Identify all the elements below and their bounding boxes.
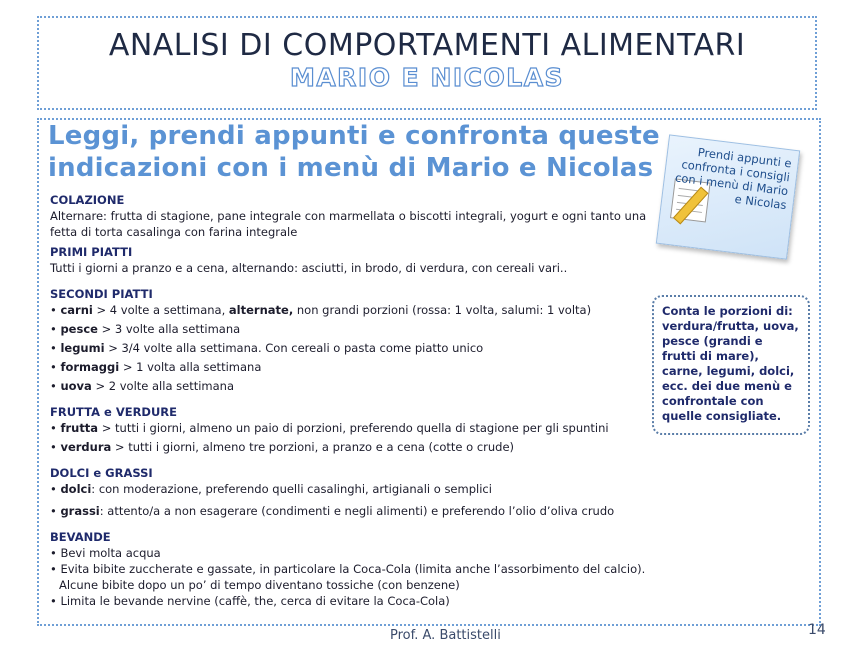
callout-box: Conta le porzioni di: verdura/frutta, uova, pesce (grandi e frutti di mare), carne, legumi, dolci, ecc. dei due menù e confrontale con quelle consigliate. xyxy=(652,295,810,435)
primi-text: Tutti i giorni a pranzo e a cena, alternando: asciutti, in brodo, di verdura, con cereali vari.. xyxy=(50,261,568,275)
section-title-secondi: SECONDI PIATTI xyxy=(50,287,153,301)
page-title: ANALISI DI COMPORTAMENTI ALIMENTARI xyxy=(108,28,746,63)
page-subtitle: MARIO E NICOLAS xyxy=(289,63,565,92)
title-box xyxy=(37,16,817,110)
guidelines-text xyxy=(50,192,650,609)
dolci-item-dolci: • dolci: con moderazione, preferendo quelli casalinghi, artigianali o semplici xyxy=(50,482,492,496)
section-title-dolci: DOLCI e GRASSI xyxy=(50,466,153,480)
section-title-bevande: BEVANDE xyxy=(50,530,111,544)
page-number: 14 xyxy=(808,622,826,638)
frutta-item-frutta: • frutta > tutti i giorni, almeno un paio di porzioni, preferendo quella di stagione per gli spuntini xyxy=(50,421,609,435)
secondi-item-uova: • uova > 2 volte alla settimana xyxy=(50,379,235,393)
bevande-item-3: • Limita le bevande nervine (caffè, the, cerca di evitare la Coca-Cola) xyxy=(50,594,450,608)
section-title-primi: PRIMI PIATTI xyxy=(50,245,133,259)
secondi-item-carni: • carni > 4 volte a settimana, alternate, non grandi porzioni (rossa: 1 volta, salumi: 1 volta) xyxy=(50,303,592,317)
heading-line-1: Leggi, prendi appunti e confronta queste xyxy=(48,121,660,151)
secondi-item-pesce: • pesce > 3 volte alla settimana xyxy=(50,322,241,336)
secondi-item-formaggi: • formaggi > 1 volta alla settimana xyxy=(50,360,262,374)
colazione-text: Alternare: frutta di stagione, pane integrale con marmellata o biscotti integrali, yogurt e ogni tanto una fetta di torta casalinga con farina integrale xyxy=(50,209,647,239)
frutta-item-verdura: • verdura > tutti i giorni, almeno tre porzioni, a pranzo e a cena (cotte o crude) xyxy=(50,440,515,454)
heading-line-2: indicazioni con i menù di Mario e Nicolas xyxy=(48,153,654,183)
section-title-frutta: FRUTTA e VERDURE xyxy=(50,405,178,419)
bevande-item-2: • Evita bibite zuccherate e gassate, in particolare la Coca-Cola (limita anche l’assorbimento del calcio). Alcune bibite dopo un po’ di tempo diventano tossiche (con benzene) xyxy=(50,562,646,592)
sticky-note-text: Prendi appunti e confronta i consigli con i menù di Mario e Nicolas xyxy=(674,145,793,213)
secondi-item-legumi: • legumi > 3/4 volte alla settimana. Con cereali o pasta come piatto unico xyxy=(50,341,484,355)
instruction-heading xyxy=(48,120,660,184)
dolci-item-grassi: • grassi: attento/a a non esagerare (condimenti e negli alimenti) e preferendo l’olio d’oliva crudo xyxy=(50,504,615,518)
bevande-item-1: • Bevi molta acqua xyxy=(50,546,161,560)
footer-author: Prof. A. Battistelli xyxy=(390,628,501,643)
sticky-note xyxy=(656,134,800,259)
section-title-colazione: COLAZIONE xyxy=(50,193,125,207)
